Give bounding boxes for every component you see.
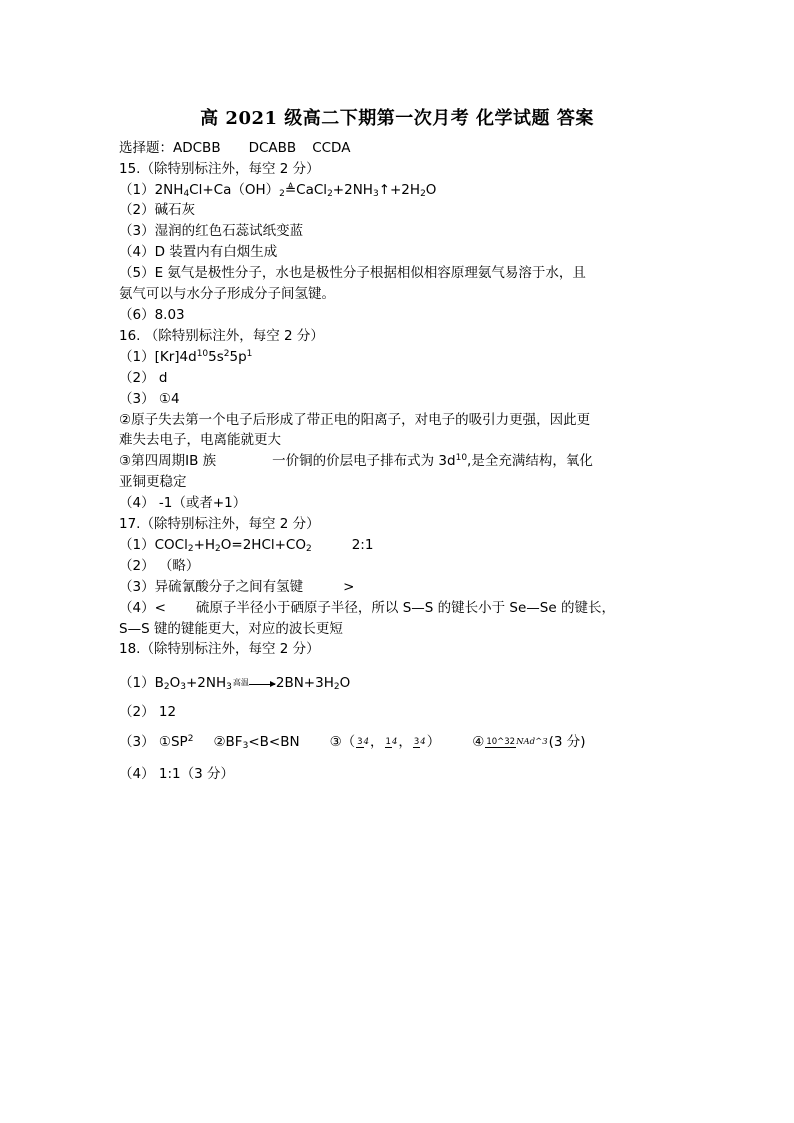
q16-answer-4: （4） -1（或者+1） — [119, 495, 247, 511]
choice-answers: 选择题：ADCBB DCABB CCDA — [119, 140, 351, 156]
q16-answer-2: （2） d — [119, 370, 168, 386]
q16-answer-3c-line2: 亚铜更稳定 — [119, 474, 187, 490]
q15-answer-5-line2: 氨气可以与水分子形成分子间氢键。 — [119, 286, 335, 302]
density-fraction: 10^32NAd^3 — [486, 736, 548, 747]
q18-answer-3: （3） $①SP^2$ $②BF_3<B<BN$ ③（ 34， 14， 34） ④ 10^32NAd^3(3 分) — [119, 734, 586, 751]
q17-answer-1: $(1)COCl_2+H_2O=2HCl+CO_2$ 2:1 — [119, 537, 374, 554]
q17-answer-4-line2: S—S 键的键能更大，对应的波长更短 — [119, 621, 343, 637]
q15-answer-3: （3）湿润的红色石蕊试纸变蓝 — [119, 223, 304, 239]
q15-answer-6: （6）8.03 — [119, 307, 185, 323]
reaction-arrow-icon: 高温 — [233, 678, 275, 687]
q15-answer-2: （2）碱石灰 — [119, 202, 196, 218]
q18-answer-2: （2） 12 — [119, 704, 177, 720]
q15-answer-1: $(1)2NH_4Cl+Ca(OH)_2≜CaCl_2+2NH_3↑+2H_2O$ — [119, 182, 437, 199]
q16-answer-3b-line2: 难失去电子，电离能就更大 — [119, 432, 281, 448]
q16-answer-1: $(1)[Kr]4d^{10}5s^25p^1$ — [119, 349, 253, 365]
q15-heading: 15.（除特别标注外，每空 2 分） — [119, 161, 320, 177]
q18-answer-1: $(1)B_2O_3+2NH_3$高温 $2BN+3H_2O$ — [119, 675, 351, 692]
coord-fraction-1: 34 — [357, 736, 370, 747]
q18-heading: 18.（除特别标注外，每空 2 分） — [119, 641, 320, 657]
q17-answer-3: （3）异硫氰酸分子之间有氢键 > — [119, 579, 355, 595]
q18-answer-4: （4） 1:1（3 分） — [119, 766, 234, 782]
q17-answer-4-line1: （4）< 硫原子半径小于硒原子半径，所以 S—S 的键长小于 Se—Se 的键长， — [119, 600, 615, 616]
q16-answer-3: （3） ①4 — [119, 391, 180, 407]
q16-answer-3c-line1: ③第四周期ⅠB 族 一价铜的价层电子排布式为 $3d^{10}$,是全充满结构，氧化 — [119, 453, 593, 469]
q17-heading: 17.（除特别标注外，每空 2 分） — [119, 516, 320, 532]
page-title: 高 2021 级高二下期第一次月考 化学试题 答案 — [200, 108, 594, 129]
q17-answer-2: （2） （略） — [119, 558, 200, 574]
coord-fraction-2: 14 — [385, 736, 398, 747]
q16-heading: 16. （除特别标注外，每空 2 分） — [119, 328, 324, 344]
q16-answer-3b-line1: ②原子失去第一个电子后形成了带正电的阳离子，对电子的吸引力更强，因此更 — [119, 412, 591, 428]
q15-answer-5-line1: （5）E 氨气是极性分子，水也是极性分子根据相似相容原理氨气易溶于水，且 — [119, 265, 586, 281]
q15-answer-4: （4）D 装置内有白烟生成 — [119, 244, 278, 260]
coord-fraction-3: 34 — [413, 736, 426, 747]
